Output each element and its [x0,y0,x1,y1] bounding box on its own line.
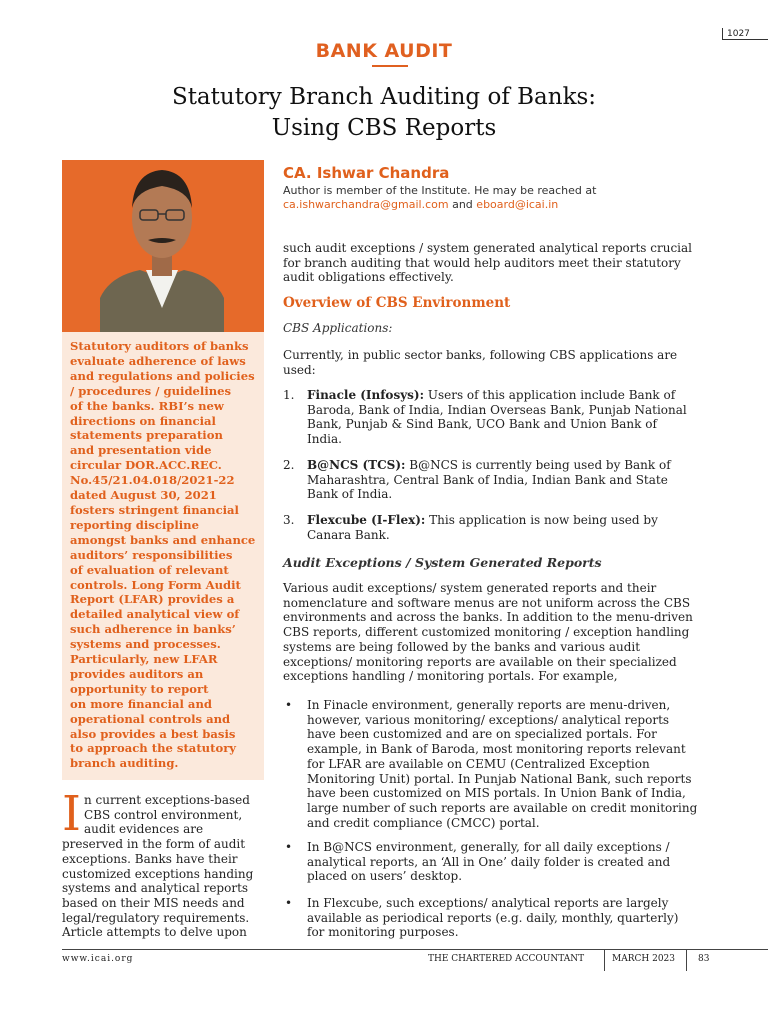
body-line: exceptions handling / monitoring portals. For example, [283,669,618,684]
footer-rule [62,949,768,950]
currently-paragraph [283,348,728,377]
body-line: placed on users’ desktop. [307,869,463,884]
pullquote-line: No.45/21.04.018/2021-22 [70,473,235,488]
body-line: Canara Bank. [307,527,390,542]
body-line: have been customized and are on specialized portals. For [307,727,657,742]
pullquote-line: operational controls and [70,711,231,726]
body-line: This application is now being used by [425,513,658,527]
author-portrait-image [100,158,224,332]
bullet-dot: • [285,698,293,712]
pullquote-line: Particularly, new LFAR [70,652,218,667]
pullquote-line: controls. Long Form Audit [70,577,241,592]
title-line: Statutory Branch Auditing of Banks: [171,84,597,110]
body-line: environments and across the banks. In addition to the menu-driven [283,610,693,625]
body-line: Various audit exceptions/ system generated reports and their [283,581,657,595]
author-name: CA. Ishwar Chandra [283,164,450,182]
pullquote-line: directions on financial [70,413,216,428]
section-underline [372,65,408,67]
body-line: Users of this application include Bank of [424,388,676,402]
intro-paragraph [62,786,262,940]
footer-website[interactable]: www.icai.org [62,954,134,964]
body-line: for monitoring purposes. [307,925,459,940]
body-line: In Finacle environment, generally reports are menu-driven, [307,698,671,712]
list-number: 3. [283,513,295,527]
footer-issue: MARCH 2023 [612,954,675,964]
pullquote-line: statements preparation [70,428,223,443]
audit-exceptions-heading: Audit Exceptions / System Generated Reports [283,555,602,570]
author-note-and: and [448,198,477,211]
footer-separator [604,949,605,971]
intro-line: Article attempts to delve upon [62,925,247,940]
body-line: large number of such reports are available on credit monitoring [307,800,698,815]
drop-cap: I [62,786,81,842]
pullquote-line: provides auditors an [70,666,204,681]
pullquote-line: on more financial and [70,696,212,711]
footer-journal: THE CHARTERED ACCOUNTANT [428,954,585,964]
intro-line: CBS control environment, [84,807,243,822]
pullquote-line: to approach the statutory [70,741,237,756]
body-line: nomenclature and software menus are not uniform across the CBS [283,595,691,610]
body-line: have been customized on MIS portals. In Union Bank of India, [307,786,686,801]
cbs-applications-label: CBS Applications: [283,321,393,335]
author-contact-line [283,198,596,212]
body-line: Maharashtra, Central Bank of India, Indian Bank and State [307,472,668,487]
pullquote-line: auditors’ responsibilities [70,547,233,562]
body-line: In Flexcube, such exceptions/ analytical reports are largely [307,896,669,910]
intro-line: based on their MIS needs and [62,895,245,910]
body-line: CBS reports, different customized monitoring / exception handling [283,625,690,640]
pullquote [70,339,260,771]
pullquote-line: fosters stringent financial [70,502,239,517]
author-note-line: Author is member of the Institute. He may be reached at [283,184,597,197]
title-line: Using CBS Reports [271,115,497,141]
bullet-dot: • [285,840,293,854]
body-line: and credit compliance (CMCC) portal. [307,815,540,830]
footer-page-number: 83 [698,954,710,964]
body-line: for branch auditing that would help auditors meet their statutory [283,255,681,270]
body-line: however, various monitoring/ exceptions/ analytical reports [307,712,670,727]
pullquote-line: and presentation vide [70,443,212,458]
page-number: 1027 [722,28,768,40]
pullquote-line: also provides a best basis [70,726,236,741]
article-title [0,82,768,144]
pullquote-line: of evaluation of relevant [70,562,229,577]
pullquote-line: and regulations and policies [70,368,255,383]
pullquote-line: dated August 30, 2021 [70,488,217,503]
intro-line: exceptions. Banks have their [62,851,238,866]
pullquote-line: Report (LFAR) provides a [70,592,235,607]
continuation-paragraph [283,241,728,285]
pullquote-line: detailed analytical view of [70,607,240,622]
bullet-dot: • [285,896,293,910]
body-line: Baroda, Bank of India, Indian Overseas Bank, Punjab National [307,402,687,417]
email-link[interactable]: ca.ishwarchandra@gmail.com [283,198,449,211]
body-line: Monitoring Unit) portal. In Punjab National Bank, such reports [307,771,692,786]
app-name: B@NCS (TCS): [307,458,406,472]
body-line: In B@NCS environment, generally, for all daily exceptions / [307,840,670,854]
pullquote-line: opportunity to report [70,681,209,696]
intro-line: audit evidences are [84,822,204,837]
body-line: systems are being followed by the banks and various audit [283,639,641,654]
footer-separator [686,949,687,971]
body-line: B@NCS is currently being used by Bank of [405,458,671,472]
body-line: Bank, Punjab & Sind Bank, UCO Bank and Union Bank of [307,417,657,432]
pullquote-line: evaluate adherence of laws [70,353,246,368]
section-heading: BANK AUDIT [315,40,453,62]
overview-heading: Overview of CBS Environment [283,295,511,311]
intro-line: preserved in the form of audit [62,837,246,852]
body-line: analytical reports, an ‘All in One’ daily folder is created and [307,854,671,869]
list-number: 1. [283,388,295,402]
intro-line: systems and analytical reports [62,881,249,896]
pullquote-line: Statutory auditors of banks [70,339,249,353]
pullquote-line: such adherence in banks’ [70,622,236,637]
pullquote-line: amongst banks and enhance [70,532,256,547]
body-line: Bank of India. [307,487,393,502]
body-line: exceptions/ monitoring reports are available on their specialized [283,654,677,669]
app-name: Finacle (Infosys): [307,388,425,402]
author-note [283,184,596,212]
pullquote-line: reporting discipline [70,517,199,532]
body-line: Currently, in public sector banks, following CBS applications are [283,348,678,362]
email-link[interactable]: eboard@icai.in [476,198,559,211]
various-paragraph [283,581,728,684]
body-line: for LFAR are available on CEMU (Centralized Exception [307,756,650,771]
app-name: Flexcube (I-Flex): [307,513,426,527]
intro-line: n current exceptions-based [84,793,250,807]
pullquote-line: / procedures / guidelines [70,383,232,398]
pullquote-line: branch auditing. [70,756,179,771]
list-number: 2. [283,458,295,472]
body-line: available as periodical reports (e.g. daily, monthly, quarterly) [307,910,679,925]
pullquote-line: systems and processes. [70,637,221,652]
author-photo [100,158,224,332]
body-line: audit obligations effectively. [283,270,454,285]
intro-line: customized exceptions handing [62,866,254,881]
pullquote-line: circular DOR.ACC.REC. [70,458,222,473]
body-line: India. [307,432,342,447]
body-line: used: [283,362,316,377]
pullquote-line: of the banks. RBI’s new [70,398,224,413]
body-line: such audit exceptions / system generated analytical reports crucial [283,241,692,255]
intro-line: legal/regulatory requirements. [62,910,250,925]
body-line: example, in Bank of Baroda, most monitoring reports relevant [307,742,686,757]
